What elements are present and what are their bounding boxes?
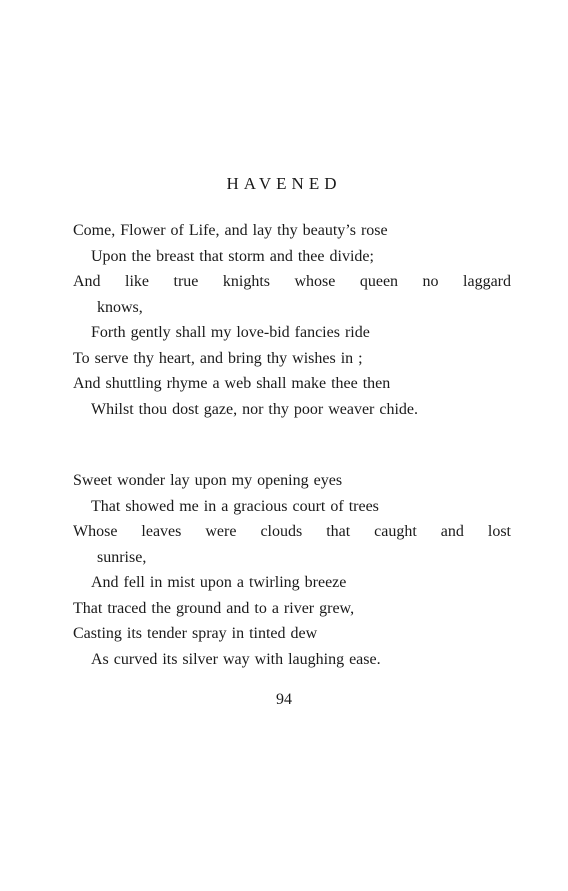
stanza-2 bbox=[73, 468, 523, 672]
poem-title: HAVENED bbox=[226, 174, 342, 193]
page-number: 94 bbox=[276, 691, 292, 708]
poem-line: As curved its silver way with laughing ease. bbox=[91, 650, 381, 668]
poem-line-turnover: knows, bbox=[97, 298, 143, 316]
poem-line: Whilst thou dost gaze, nor thy poor weaver chide. bbox=[91, 400, 419, 418]
poem-line: Upon the breast that storm and thee divide; bbox=[91, 247, 374, 265]
stanza-1 bbox=[73, 218, 523, 422]
poem-line-turnover: sunrise, bbox=[97, 548, 147, 566]
poem-line: That showed me in a gracious court of trees bbox=[91, 497, 379, 515]
poem-line: And fell in mist upon a twirling breeze bbox=[91, 574, 347, 591]
poem-line: And like true knights whose queen no laggard bbox=[73, 273, 511, 290]
poem-line: That traced the ground and to a river grew, bbox=[73, 599, 355, 617]
poem-line: To serve thy heart, and bring thy wishes in ; bbox=[73, 349, 363, 367]
poem-line: Sweet wonder lay upon my opening eyes bbox=[73, 472, 343, 489]
poem-line: And shuttling rhyme a web shall make thee then bbox=[73, 375, 391, 392]
poem-line: Casting its tender spray in tinted dew bbox=[73, 625, 318, 642]
poem-line: Whose leaves were clouds that caught and lost bbox=[73, 523, 511, 540]
poem-line: Forth gently shall my love-bid fancies ride bbox=[91, 324, 370, 341]
poem-line: Come, Flower of Life, and lay thy beauty’s rose bbox=[73, 222, 388, 239]
